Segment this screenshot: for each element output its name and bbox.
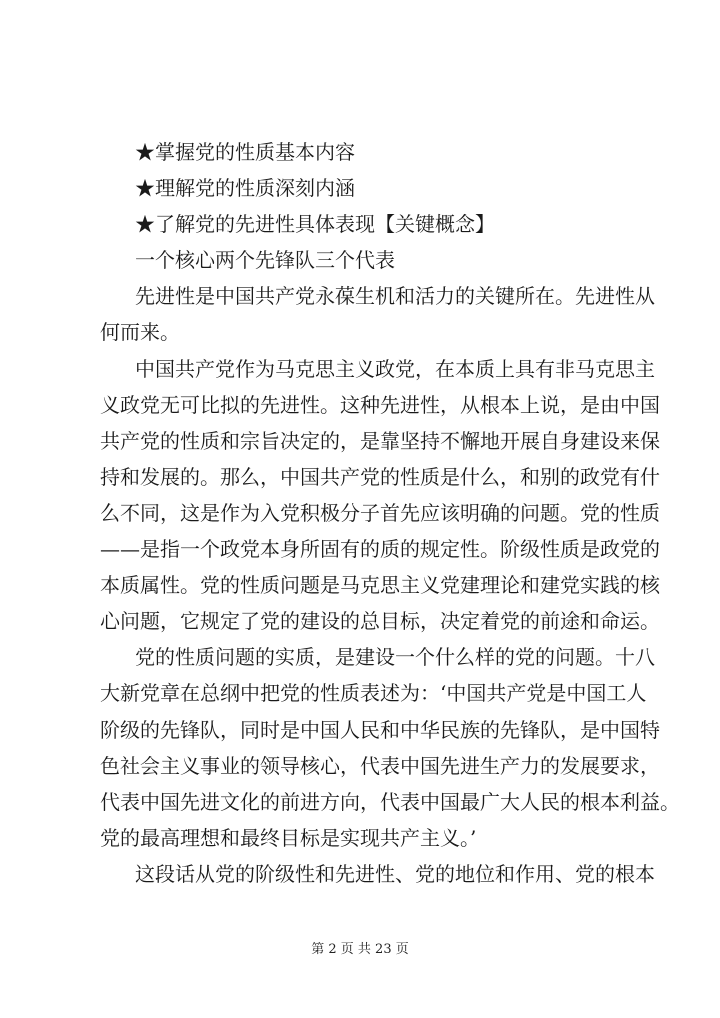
text-line: 大新党章在总纲中把党的性质表述为：‘中国共产党是中国工人	[100, 681, 647, 706]
text-line: ——是指一个政党本身所固有的质的规定性。阶级性质是政党的	[100, 537, 660, 562]
text-line: 这段话从党的阶级性和先进性、党的地位和作用、党的根本	[135, 861, 655, 886]
text-line: 代表中国先进文化的前进方向，代表中国最广大人民的根本利益。	[100, 789, 680, 814]
text-line: 党的性质问题的实质，是建设一个什么样的党的问题。十八	[135, 645, 655, 670]
text-line: 持和发展的。那么，中国共产党的性质是什么，和别的政党有什	[100, 464, 660, 489]
text-line: 何而来。	[100, 320, 180, 345]
text-line: 先进性是中国共产党永葆生机和活力的关键所在。先进性从	[135, 284, 655, 309]
text-line: 共产党的性质和宗旨决定的，是靠坚持不懈地开展自身建设来保	[100, 428, 660, 453]
text-line: 心问题，它规定了党的建设的总目标，决定着党的前途和命运。	[100, 609, 660, 634]
text-line: 本质属性。党的性质问题是马克思主义党建理论和建党实践的核	[100, 573, 660, 598]
text-line: ★掌握党的性质基本内容	[135, 140, 355, 164]
text-line: 义政党无可比拟的先进性。这种先进性，从根本上说，是由中国	[100, 392, 660, 417]
text-line: ★了解党的先进性具体表现【关键概念】	[135, 212, 495, 237]
text-line: 党的最高理想和最终目标是实现共产主义。’	[100, 825, 477, 850]
text-line: 色社会主义事业的领导核心，代表中国先进生产力的发展要求，	[100, 753, 660, 778]
text-line: 么不同，这是作为入党积极分子首先应该明确的问题。党的性质	[100, 500, 660, 525]
text-line: 阶级的先锋队，同时是中国人民和中华民族的先锋队，是中国特	[100, 717, 660, 742]
text-line: 一个核心两个先锋队三个代表	[135, 248, 395, 273]
document-body	[100, 134, 680, 892]
text-line: 中国共产党作为马克思主义政党，在本质上具有非马克思主	[135, 356, 655, 381]
text-line: ★理解党的性质深刻内涵	[135, 176, 355, 201]
page-number-footer: 第 2 页 共 23 页	[311, 942, 409, 957]
